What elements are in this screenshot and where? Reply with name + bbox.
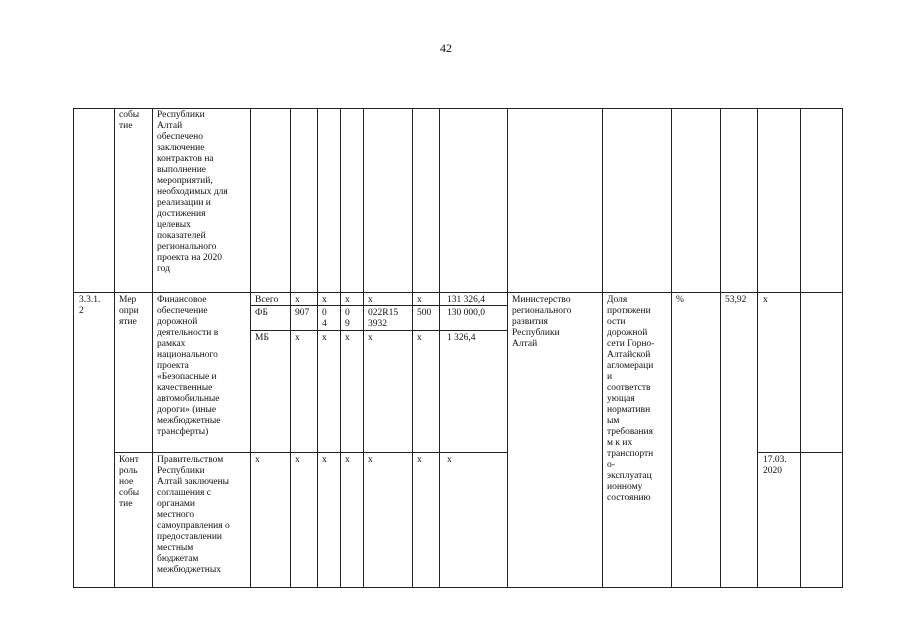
- funding-csr: х: [368, 295, 373, 305]
- funding-source: МБ: [255, 333, 269, 343]
- control-mark: х: [322, 455, 327, 465]
- control-date: 17.03. 2020: [763, 455, 787, 476]
- funding-rz: 0 4: [322, 308, 327, 329]
- control-mark: х: [295, 455, 300, 465]
- activity-type-label: Мер опри ятие: [119, 295, 139, 327]
- col-line: [412, 108, 413, 588]
- funding-grbs: 907: [295, 308, 310, 318]
- activity-description: Финансовое обеспечение дорожной деятельности в рамках национального проекта «Безопасные и качественные автомобильные дороги» (иные межбюджетные трансферты): [157, 295, 221, 437]
- page-number: 42: [440, 41, 452, 55]
- indicator-value: 53,92: [725, 295, 747, 305]
- control-mark: х: [417, 455, 422, 465]
- table-border-bottom: [73, 587, 843, 588]
- row-line: [73, 292, 843, 293]
- funding-vr: х: [417, 333, 422, 343]
- funding-pr: 0 9: [345, 308, 350, 329]
- table-border-right: [842, 108, 843, 588]
- col-line: [250, 108, 251, 588]
- date: х: [763, 295, 768, 305]
- funding-pr: х: [345, 333, 350, 343]
- funding-grbs: х: [295, 333, 300, 343]
- funding-source: ФБ: [255, 308, 268, 318]
- col-line: [439, 108, 440, 588]
- document-table: [73, 108, 843, 588]
- funding-amount: 1 326,4: [447, 333, 476, 343]
- unit: %: [676, 295, 684, 305]
- col-line: [800, 108, 801, 588]
- col-line: [114, 108, 115, 588]
- control-event-type-label: Конт роль ное собы тие: [119, 455, 140, 509]
- funding-csr: 022R15 3932: [368, 308, 399, 329]
- col-line: [317, 108, 318, 588]
- funding-source: Всего: [255, 295, 279, 305]
- funding-amount: 130 000,0: [447, 308, 485, 318]
- control-event-description: Правительством Республики Алтай заключены соглашения с органами местного самоуправления о предоставлении местным бюджетам межбюджетных: [157, 455, 230, 575]
- row-line: [114, 452, 507, 453]
- col-line: [290, 108, 291, 588]
- col-line: [340, 108, 341, 588]
- event-type-label: собы тие: [119, 110, 140, 131]
- indicator: Доля протяжени ости дорожной сети Горно- Алтайской агломераци и соответств ующая нормативн ым требования м к их транспортн о- эксплуатац ионному состоянию: [607, 295, 655, 503]
- executor: Министерство регионального развития Республики Алтай: [512, 295, 572, 349]
- funding-rz: х: [322, 295, 327, 305]
- control-mark: х: [368, 455, 373, 465]
- col-line: [602, 108, 603, 588]
- control-mark: х: [447, 455, 452, 465]
- funding-grbs: х: [295, 295, 300, 305]
- col-line: [363, 108, 364, 588]
- funding-vr: 500: [417, 308, 432, 318]
- table-border-left: [73, 108, 74, 588]
- funding-csr: х: [368, 333, 373, 343]
- row-line: [250, 330, 507, 331]
- row-line: [757, 452, 843, 453]
- col-line: [720, 108, 721, 588]
- funding-amount: 131 326,4: [447, 295, 485, 305]
- col-line: [757, 108, 758, 588]
- col-line: [152, 108, 153, 588]
- funding-rz: х: [322, 333, 327, 343]
- event-description: Республики Алтай обеспечено заключение контрактов на выполнение мероприятий, необходимых для реализации и достижения целевых показателей регионального проекта на 2020 год: [157, 110, 228, 274]
- control-mark: х: [345, 455, 350, 465]
- control-mark: х: [255, 455, 260, 465]
- funding-pr: х: [345, 295, 350, 305]
- funding-vr: х: [417, 295, 422, 305]
- col-line: [507, 108, 508, 588]
- col-line: [671, 108, 672, 588]
- row-number: 3.3.1. 2: [79, 295, 101, 316]
